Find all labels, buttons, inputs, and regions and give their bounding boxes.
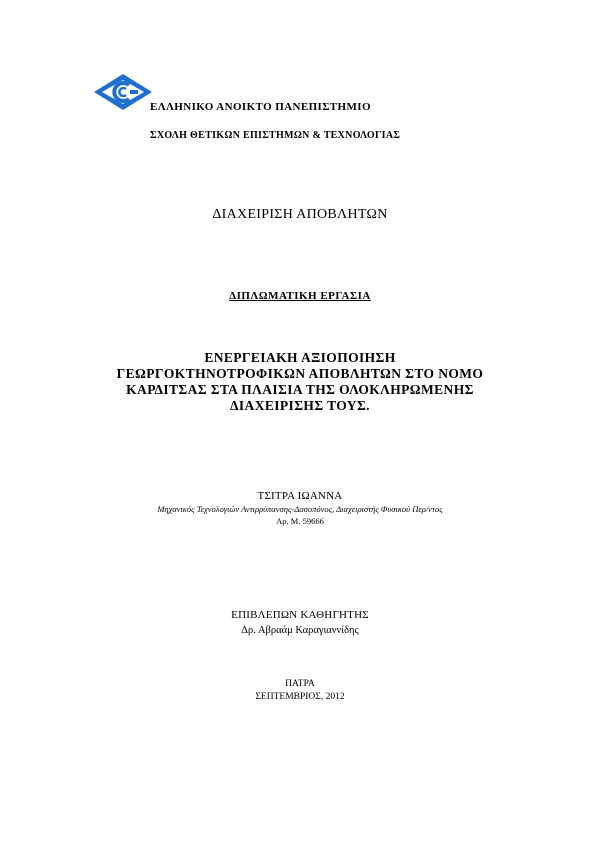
thesis-title-line: ΕΝΕΡΓΕΙΑΚΗ ΑΞΙΟΠΟΙΗΣΗ: [204, 350, 396, 365]
date: ΣΕΠΤΕΜΒΡΙΟΣ, 2012: [255, 692, 345, 702]
university-name: ΕΛΛΗΝΙΚΟ ΑΝΟΙΚΤΟ ΠΑΝΕΠΙΣΤΗΜΙΟ: [150, 101, 371, 113]
thesis-title-line: ΔΙΑΧΕΙΡΙΣΗΣ ΤΟΥΣ.: [230, 398, 370, 413]
author-name: ΤΣΙΤΡΑ ΙΩΑΝΝΑ: [257, 490, 343, 502]
eap-logo-icon: [92, 72, 154, 112]
supervisor-label: ΕΠΙΒΛΕΠΩΝ ΚΑΘΗΓΗΤΗΣ: [231, 609, 369, 621]
city: ΠΑΤΡΑ: [285, 679, 315, 689]
author-description: Μηχανικός Τεχνολογιών Αντιρρύπανσης-Δασοπόνος, Διαχειριστής Φυσικού Περ/ντος: [157, 504, 443, 514]
supervisor-name: Δρ. Αβραάμ Καραγιαννίδης: [241, 625, 359, 636]
thesis-title-line: ΚΑΡΔΙΤΣΑΣ ΣΤΑ ΠΛΑΙΣΙΑ ΤΗΣ ΟΛΟΚΛΗΡΩΜΕΝΗΣ: [126, 382, 474, 397]
thesis-title: [0, 350, 600, 414]
thesis-label: ΔΙΠΛΩΜΑΤΙΚΗ ΕΡΓΑΣΙΑ: [229, 290, 371, 302]
thesis-title-line: ΓΕΩΡΓΟΚΤΗΝΟΤΡΟΦΙΚΩΝ ΑΠΟΒΛΗΤΩΝ ΣΤΟ ΝΟΜΟ: [116, 366, 484, 381]
course-title: ΔΙΑΧΕΙΡΙΣΗ ΑΠΟΒΛΗΤΩΝ: [212, 207, 388, 222]
school-name: ΣΧΟΛΗ ΘΕΤΙΚΩΝ ΕΠΙΣΤΗΜΩΝ & ΤΕΧΝΟΛΟΓΙΑΣ: [150, 130, 401, 141]
author-registration: Αρ. Μ. 59666: [276, 516, 324, 526]
